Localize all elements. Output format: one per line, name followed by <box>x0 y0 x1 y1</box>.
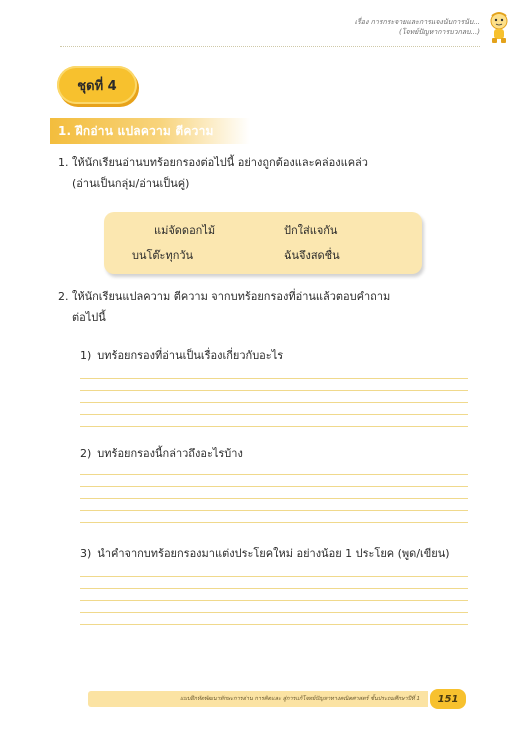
answer-line[interactable] <box>80 402 468 403</box>
answer-line[interactable] <box>80 510 468 511</box>
question-2-number: 2. <box>58 290 69 303</box>
mascot-icon <box>486 10 512 44</box>
answer-lines-2[interactable] <box>80 474 468 534</box>
poem-line2-left: บนโต๊ะทุกวัน <box>132 249 194 262</box>
answer-lines-3[interactable] <box>80 576 468 636</box>
answer-line[interactable] <box>80 390 468 391</box>
sub-question-3 <box>80 544 450 562</box>
question-2-line2: ต่อไปนี้ <box>72 311 106 324</box>
sub-question-2-number: 2) <box>80 447 92 460</box>
chapter-header-line1: เรื่อง การกระจายและการแจงนับการนับ... <box>354 18 480 26</box>
header-divider <box>60 46 480 47</box>
page-number: 151 <box>430 689 466 709</box>
question-2-line1: ให้นักเรียนแปลความ ตีความ จากบทร้อยกรองที่อ่านแล้วตอบคำถาม <box>72 290 391 303</box>
question-1 <box>58 152 368 194</box>
section-heading-bar <box>50 118 250 144</box>
question-2 <box>58 286 390 328</box>
answer-lines-1[interactable] <box>80 378 468 438</box>
answer-line[interactable] <box>80 576 468 577</box>
sub-question-1 <box>80 346 283 364</box>
answer-line[interactable] <box>80 486 468 487</box>
answer-line[interactable] <box>80 588 468 589</box>
sub-question-2 <box>80 444 243 462</box>
question-1-number: 1. <box>58 156 69 169</box>
sub-question-1-text: บทร้อยกรองที่อ่านเป็นเรื่องเกี่ยวกับอะไร <box>97 349 284 362</box>
section-title: 1. ฝึกอ่าน แปลความ ตีความ <box>58 123 214 138</box>
answer-line[interactable] <box>80 414 468 415</box>
poem-line1-left: แม่จัดดอกไม้ <box>154 224 216 237</box>
sub-question-3-number: 3) <box>80 547 92 560</box>
chapter-header <box>355 18 480 37</box>
chapter-header-line2: (โจทย์ปัญหาการบวกลบ...) <box>399 27 480 36</box>
sub-question-2-text: บทร้อยกรองนี้กล่าวถึงอะไรบ้าง <box>97 447 243 460</box>
answer-line[interactable] <box>80 522 468 523</box>
answer-line[interactable] <box>80 378 468 379</box>
poem-box <box>104 212 422 274</box>
answer-line[interactable] <box>80 498 468 499</box>
answer-line[interactable] <box>80 612 468 613</box>
answer-line[interactable] <box>80 426 468 427</box>
answer-line[interactable] <box>80 600 468 601</box>
sub-question-1-number: 1) <box>80 349 92 362</box>
question-1-line2: (อ่านเป็นกลุ่ม/อ่านเป็นคู่) <box>72 177 190 190</box>
poem-line2-right: ฉันจึงสดชื่น <box>284 249 340 262</box>
set-badge: ชุดที่ 4 <box>57 66 137 104</box>
question-1-line1: ให้นักเรียนอ่านบทร้อยกรองต่อไปนี้ อย่างถูกต้องและคล่องแคล่ว <box>72 156 368 169</box>
poem-line1-right: ปักใส่แจกัน <box>284 224 338 237</box>
sub-question-3-text: นำคำจากบทร้อยกรองมาแต่งประโยคใหม่ อย่างน้อย 1 ประโยค (พูด/เขียน) <box>97 547 450 560</box>
answer-line[interactable] <box>80 624 468 625</box>
footer-text: แบบฝึกหัดพัฒนาทักษะการอ่าน การคิดและ สู่การแก้โจทย์ปัญหาทางคณิตศาสตร์ ชั้นประถมศึกษาปีที่ 1 <box>180 696 420 702</box>
answer-line[interactable] <box>80 474 468 475</box>
footer-bar <box>88 691 428 707</box>
